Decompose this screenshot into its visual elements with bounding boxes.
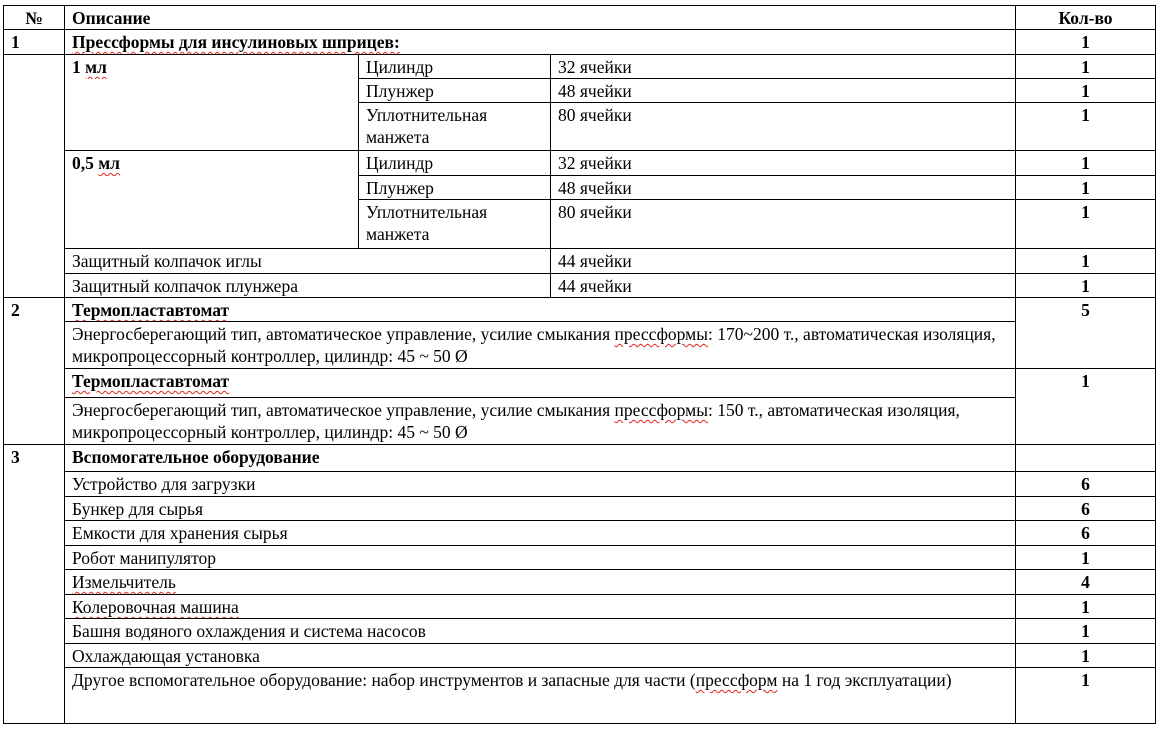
cell-count: 44 ячейки xyxy=(551,274,1016,298)
cell-count: 80 ячейки xyxy=(551,200,1016,249)
table-row xyxy=(4,176,1156,200)
cell-count: 48 ячейки xyxy=(551,176,1016,200)
item-description: Измельчитель xyxy=(65,570,1016,595)
part-name: Уплотнительная манжета xyxy=(359,200,551,249)
section-number: 1 xyxy=(4,30,65,55)
table-header-row xyxy=(4,6,1156,30)
row-quantity: 1 xyxy=(1016,103,1156,151)
machine-title: Термопластавтомат xyxy=(65,298,1016,322)
section-row xyxy=(4,445,1156,472)
part-name: Цилиндр xyxy=(359,55,551,79)
table-row xyxy=(4,369,1156,398)
item-description: Устройство для загрузки xyxy=(65,472,1016,497)
row-quantity: 1 xyxy=(1016,200,1156,249)
group-label-1ml: 1 мл xyxy=(65,55,359,79)
table-row xyxy=(4,103,1156,151)
part-name: Плунжер xyxy=(359,176,551,200)
table-row xyxy=(4,322,1156,369)
table-row xyxy=(4,521,1156,546)
cell-count: 32 ячейки xyxy=(551,151,1016,176)
machine-description: Энергосберегающий тип, автоматическое управление, усилие смыкания прессформы: 170~200 т., автоматическая изоляция, микропроцессорный контроллер, цилиндр: 45 ~ 50 Ø xyxy=(65,322,1016,369)
section-row xyxy=(4,298,1156,322)
row-quantity: 6 xyxy=(1016,472,1156,497)
part-name: Плунжер xyxy=(359,79,551,103)
item-description: Бункер для сырья xyxy=(65,497,1016,521)
table-row xyxy=(4,398,1156,445)
item-description: Емкости для хранения сырья xyxy=(65,521,1016,546)
row-quantity: 1 xyxy=(1016,546,1156,570)
table-row xyxy=(4,200,1156,249)
machine-quantity: 1 xyxy=(1016,369,1156,398)
item-description: Охлаждающая установка xyxy=(65,644,1016,668)
cell-count: 32 ячейки xyxy=(551,55,1016,79)
table-row xyxy=(4,644,1156,668)
part-name: Защитный колпачок плунжера xyxy=(65,274,551,298)
cell-count: 48 ячейки xyxy=(551,79,1016,103)
table-row xyxy=(4,570,1156,595)
item-description: Башня водяного охлаждения и система насосов xyxy=(65,619,1016,644)
section-title xyxy=(65,30,1016,55)
row-quantity: 1 xyxy=(1016,668,1156,724)
row-quantity: 1 xyxy=(1016,274,1156,298)
part-name: Уплотнительная манжета xyxy=(359,103,551,151)
table-row xyxy=(4,249,1156,274)
table-row xyxy=(4,151,1156,176)
section-number: 3 xyxy=(4,445,65,472)
table-row xyxy=(4,619,1156,644)
item-description: Колеровочная машина xyxy=(65,595,1016,619)
item-description: Робот манипулятор xyxy=(65,546,1016,570)
equipment-spec-table xyxy=(3,5,1156,724)
row-quantity: 4 xyxy=(1016,570,1156,595)
group-label-05ml: 0,5 мл xyxy=(65,151,359,176)
part-name: Цилиндр xyxy=(359,151,551,176)
section-title-text: Прессформы для инсулиновых шприцев: xyxy=(72,32,400,52)
row-quantity: 1 xyxy=(1016,79,1156,103)
row-quantity: 1 xyxy=(1016,151,1156,176)
row-quantity: 1 xyxy=(1016,595,1156,619)
cell-count: 80 ячейки xyxy=(551,103,1016,151)
machine-quantity: 5 xyxy=(1016,298,1156,322)
table-row xyxy=(4,472,1156,497)
section-title: Вспомогательное оборудование xyxy=(65,445,1016,472)
item-description: Другое вспомогательное оборудование: набор инструментов и запасные для части (прессформ на 1 год эксплуатации) xyxy=(65,668,1016,724)
header-description: Описание xyxy=(65,6,1016,30)
header-num: № xyxy=(4,6,65,30)
header-quantity: Кол-во xyxy=(1016,6,1156,30)
table-row xyxy=(4,668,1156,724)
row-quantity: 6 xyxy=(1016,521,1156,546)
row-quantity: 1 xyxy=(1016,619,1156,644)
section-quantity: 1 xyxy=(1016,30,1156,55)
table-row xyxy=(4,79,1156,103)
row-quantity: 6 xyxy=(1016,497,1156,521)
table-row xyxy=(4,546,1156,570)
section-number: 2 xyxy=(4,298,65,322)
section-row xyxy=(4,30,1156,55)
row-quantity: 1 xyxy=(1016,644,1156,668)
table-row xyxy=(4,497,1156,521)
machine-title: Термопластавтомат xyxy=(65,369,1016,398)
row-quantity: 1 xyxy=(1016,55,1156,79)
machine-description: Энергосберегающий тип, автоматическое управление, усилие смыкания прессформы: 150 т., автоматическая изоляция, микропроцессорный контроллер, цилиндр: 45 ~ 50 Ø xyxy=(65,398,1016,445)
part-name: Защитный колпачок иглы xyxy=(65,249,551,274)
cell-count: 44 ячейки xyxy=(551,249,1016,274)
row-quantity: 1 xyxy=(1016,249,1156,274)
table-row xyxy=(4,55,1156,79)
table-row xyxy=(4,274,1156,298)
table-row xyxy=(4,595,1156,619)
row-quantity: 1 xyxy=(1016,176,1156,200)
